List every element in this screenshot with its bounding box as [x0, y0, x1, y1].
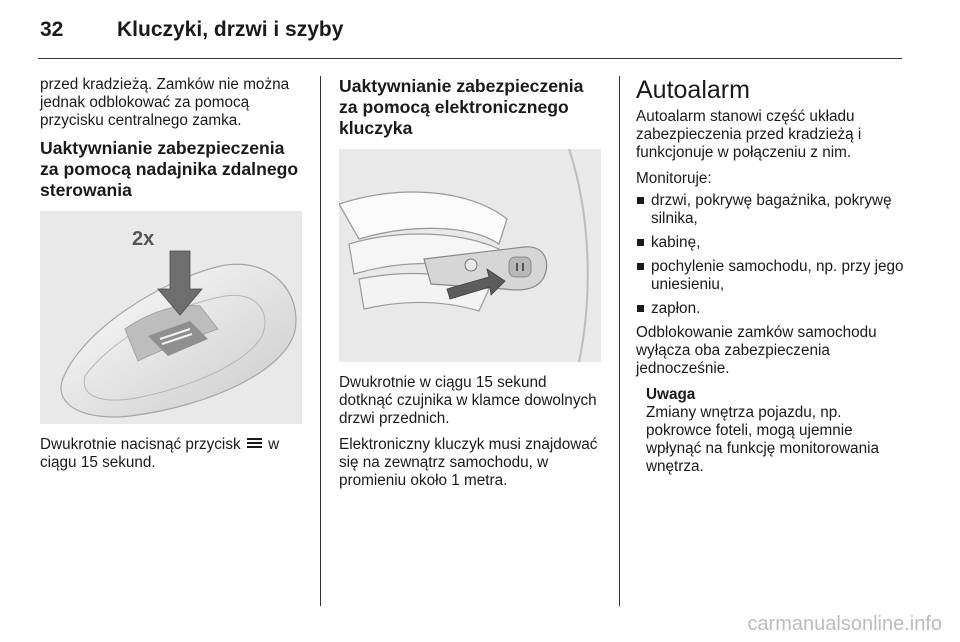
- column-2: [339, 76, 601, 498]
- lock-button-icon: [247, 438, 262, 448]
- electronic-key-heading: Uaktywnianie zabezpieczenia za pomocą elektronicznego kluczyka: [339, 76, 584, 138]
- press-twice-label: 2x: [132, 228, 155, 250]
- monitors-label: Monitoruje:: [636, 170, 712, 187]
- list-item: zapłon.: [636, 300, 904, 318]
- remote-activation-heading: Uaktywnianie zabezpieczenia za pomocą nadajnika zdalnego sterowania: [40, 138, 299, 200]
- remote-key-illustration: [40, 211, 302, 424]
- unlock-info: Odblokowanie zamków samochodu wyłącza oba zabezpieczenia jednocześnie.: [636, 324, 877, 377]
- watermark: carmanualsonline.info: [747, 613, 942, 635]
- note-box: [646, 386, 904, 476]
- list-item: drzwi, pokrywę bagażnika, pokrywę silnika,: [636, 192, 904, 228]
- column-3: [636, 76, 904, 484]
- page-title: Kluczyki, drzwi i szyby: [117, 18, 344, 41]
- col1-intro: przed kradzieżą. Zamków nie można jednak odblokować za pomocą przycisku centralnego zamka.: [40, 76, 290, 129]
- key-distance-note: Elektroniczny kluczyk musi znajdować się na zewnątrz samochodu, w promieniu około 1 metra.: [339, 436, 598, 489]
- autoalarm-intro: Autoalarm stanowi część układu zabezpieczenia przed kradzieżą i funkcjonuje w połączeniu z nim.: [636, 108, 862, 161]
- note-title: Uwaga: [646, 386, 696, 403]
- note-text: Zmiany wnętrza pojazdu, np. pokrowce foteli, mogą ujemnie wpłynąć na funkcję monitorowania wnętrza.: [646, 404, 879, 475]
- column-divider-1: [320, 76, 321, 606]
- header-rule: [38, 58, 902, 59]
- remote-caption: [40, 436, 302, 472]
- door-handle-illustration: [339, 149, 601, 362]
- caption-text-before: Dwukrotnie nacisnąć przycisk: [40, 436, 241, 453]
- column-divider-2: [619, 76, 620, 606]
- door-handle-figure: [339, 149, 601, 362]
- page-header: [0, 0, 960, 58]
- remote-key-figure: [40, 211, 302, 424]
- touch-sensor-instruction: Dwukrotnie w ciągu 15 sekund dotknąć czujnika w klamce dowolnych drzwi przednich.: [339, 374, 597, 427]
- page-number: 32: [40, 18, 64, 41]
- list-item: kabinę,: [636, 234, 904, 252]
- monitored-items-list: [636, 192, 904, 318]
- caption-text-after: w ciągu 15 sekund.: [40, 436, 280, 471]
- list-item: pochylenie samochodu, np. przy jego uniesieniu,: [636, 258, 904, 294]
- autoalarm-title: Autoalarm: [636, 76, 750, 104]
- column-1: [40, 76, 302, 480]
